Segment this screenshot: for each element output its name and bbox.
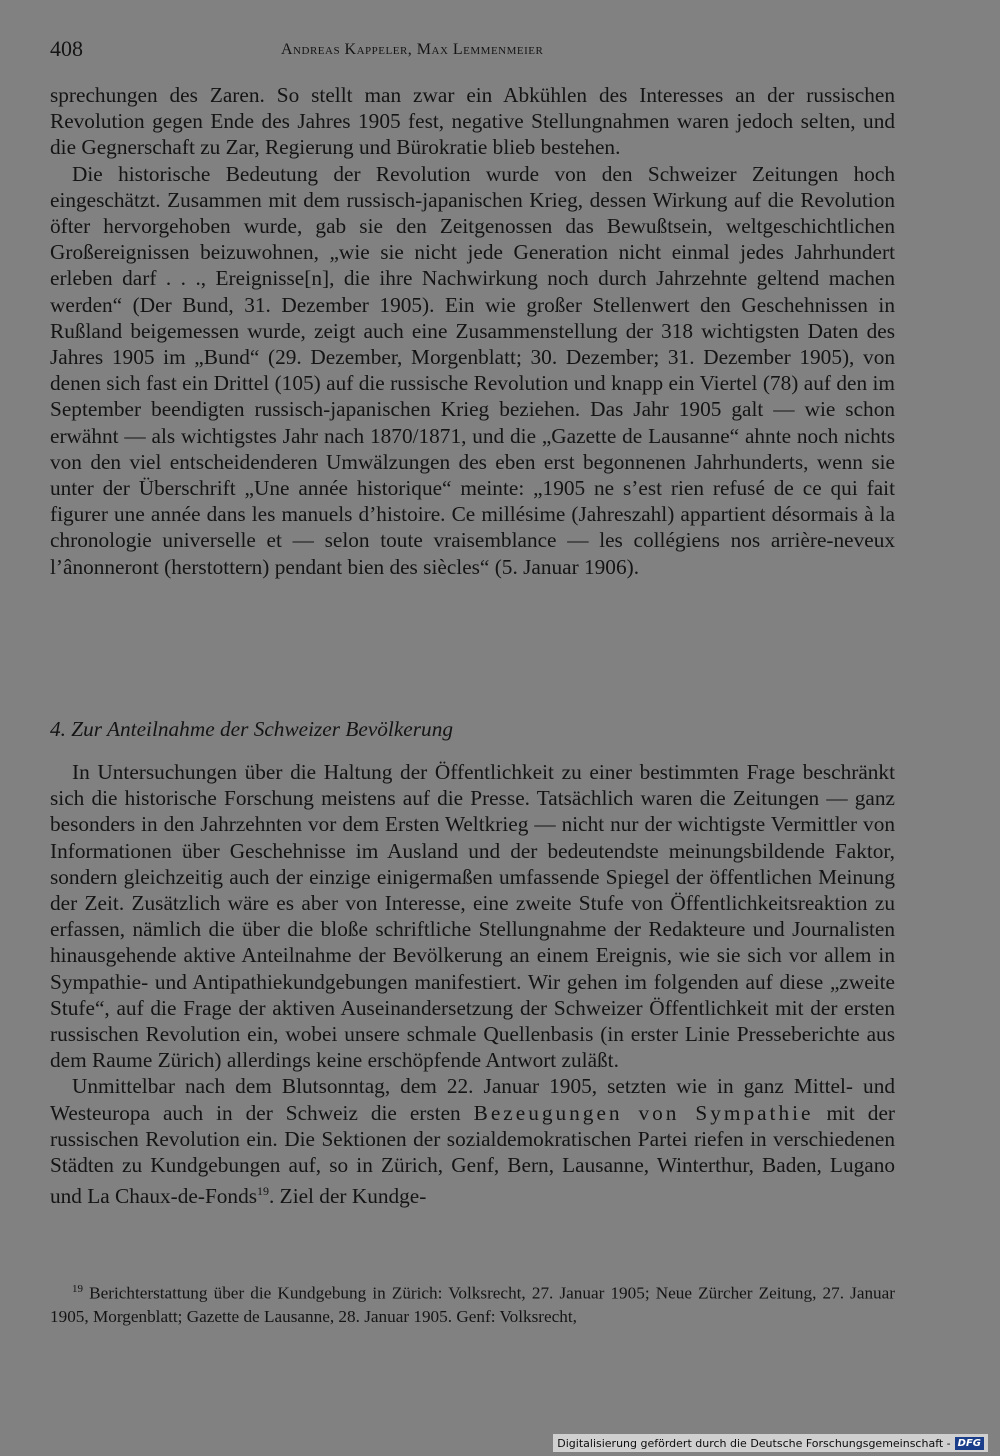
paragraph-1: sprechungen des Zaren. So stellt man zwar ein Abkühlen des Interesses an der russischen Revolution gegen Ende des Jahres 1905 fest, negative Stellungnahmen waren jedoch selten, und die Gegnerschaft zu Zar, Regierung und Bürokratie blieb bestehen. [50, 83, 895, 160]
body-text-top [50, 82, 895, 580]
paragraph-4-part-b: mit der russischen Revolution ein. Die Sektionen der sozialdemokratischen Partei riefen in verschiedenen Städten zu Kundgebungen auf, so in Zürich, Genf, Bern, Lausanne, Winterthur, Baden, Lugano und La Chaux-de-Fonds [50, 1100, 895, 1209]
page-number: 408 [50, 36, 83, 61]
paragraph-4-part-c: . Ziel der Kundge- [269, 1184, 427, 1209]
section-heading: 4. Zur Anteilnahme der Schweizer Bevölkerung [50, 717, 453, 741]
footnote-text: Berichterstattung über die Kundgebung in Zürich: Volksrecht, 27. Januar 1905; Neue Zürcher Zeitung, 27. Januar 1905, Morgenblatt; Gazette de Lausanne, 28. Januar 1905. Genf: Volksrecht, [50, 1283, 895, 1326]
footnote-reference[interactable]: 19 [257, 1184, 270, 1199]
spaced-emphasis: Bezeugungen von Sympathie [473, 1100, 814, 1125]
credit-text: Digitalisierung gefördert durch die Deutsche Forschungsgemeinschaft - [557, 1436, 951, 1450]
running-head: Andreas Kappeler, Max Lemmenmeier [281, 41, 544, 58]
paragraph-2: Die historische Bedeutung der Revolution wurde von den Schweizer Zeitungen hoch eingeschätzt. Zusammen mit dem russisch-japanischen Krieg, dessen Wirkung auf die Revolution öfter hervorgehoben wurde, gab sie den Zeitgenossen das Bewußtsein, weltgeschichtlichen Großereignissen beizuwohnen, „wie sie nicht jede Generation nicht einmal jedes Jahrhundert erleben darf . . ., Ereignisse[n], die ihre Nachwirkung noch durch Jahrzehnte geltend machen werden“ (Der Bund, 31. Dezember 1905). Ein wie großer Stellenwert den Geschehnissen in Rußland beigemessen wurde, zeigt auch eine Zusammenstellung der 318 wichtigsten Daten des Jahres 1905 im „Bund“ (29. Dezember, Morgenblatt; 30. Dezember; 31. Dezember 1905), von denen sich fast ein Drittel (105) auf die russische Revolution und knapp ein Viertel (78) auf den im September beendigten russisch-japanischen Krieg beziehen. Das Jahr 1905 galt — wie schon erwähnt — als wichtigstes Jahr nach 1870/1871, und die „Gazette de Lausanne“ ahnte noch nichts von den viel entscheidenderen Umwälzungen des eben erst begonnenen Jahrhunderts, wenn sie unter der Überschrift „Une année historique“ meinte: „1905 ne s’est rien refusé de ce qui fait figurer une année dans les manuels d’histoire. Ce millésime (Jahreszahl) appartient désormais à la chronologie universelle et — selon toute vraisemblance — les collégiens nos arrière-neveux l’ânonneront (herstottern) pendant bien des siècles“ (5. Januar 1906). [50, 161, 895, 579]
digitization-credit [553, 1434, 988, 1452]
footnote-marker: 19 [72, 1283, 83, 1295]
paragraph-3: In Untersuchungen über die Haltung der Öffentlichkeit zu einer bestimmten Frage beschränkt sich die historische Forschung meistens auf die Presse. Tatsächlich waren die Zeitungen — ganz besonders in den Jahrzehnten vor dem Ersten Weltkrieg — nicht nur der wichtigste Vermittler von Informationen über Geschehnisse im Ausland und der bedeutendste meinungsbildende Faktor, sondern gleichzeitig auch der einzige einigermaßen umfassende Spiegel der öffentlichen Meinung der Zeit. Zusätzlich wäre es aber von Interesse, eine zweite Stufe von Öffentlichkeitsreaktion zu erfassen, nämlich die über die bloße schriftliche Stellungnahme der Redakteure und Journalisten hinausgehende aktive Anteilnahme der Bevölkerung an einem Ereignis, wie sie sich vor allem in Sympathie- und Antipathiekundgebungen manifestiert. Wir gehen im folgenden auf diese „zweite Stufe“, auf die Frage der aktiven Auseinandersetzung der Schweizer Öffentlichkeit mit der ersten russischen Revolution ein, wobei unsere schmale Quellenbasis (in erster Linie Presseberichte aus dem Raume Zürich) allerdings keine erschöpfende Antwort zuläßt. [50, 760, 895, 1073]
dfg-logo-icon: DFG [955, 1437, 984, 1450]
paragraph-4 [50, 1073, 895, 1209]
body-text-bottom [50, 759, 895, 1210]
paragraph-4-part-a: Unmittelbar nach dem Blutsonntag, dem 22. Januar 1905, setzten wie in ganz Mittel- und Westeuropa auch in der Schweiz die ersten [50, 1074, 895, 1125]
footnote [50, 1278, 895, 1328]
